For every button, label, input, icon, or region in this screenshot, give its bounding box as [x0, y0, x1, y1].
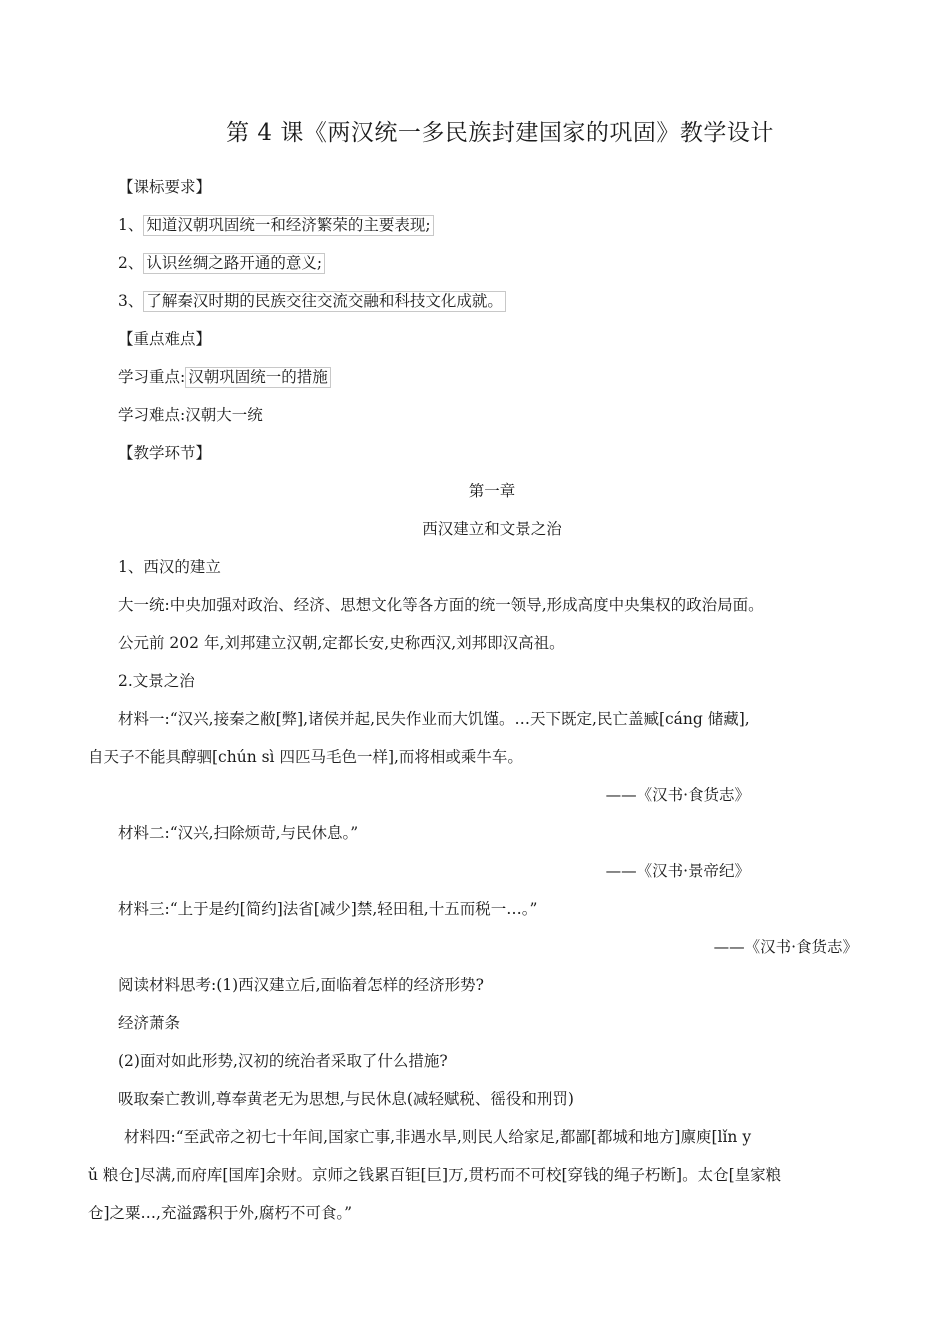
requirement-1-text: 知道汉朝巩固统一和经济繁荣的主要表现;	[143, 215, 433, 236]
requirement-2-text: 认识丝绸之路开通的意义;	[143, 253, 325, 274]
material-2-source: ——《汉书·景帝纪》	[605, 862, 750, 880]
requirement-1-number: 1、	[118, 216, 144, 234]
question-2: (2)面对如此形势,汉初的统治者采取了什么措施?	[118, 1052, 448, 1070]
learning-difficulty: 学习难点:汉朝大一统	[118, 406, 263, 424]
document-title: 第 4 课《两汉统一多民族封建国家的巩固》教学设计	[226, 120, 774, 146]
paragraph-202bc: 公元前 202 年,刘邦建立汉朝,定都长安,史称西汉,刘邦即汉高祖。	[118, 634, 565, 652]
material-4-line-2: ǔ 粮仓]尽满,而府库[国库]余财。京师之钱累百钜[巨]万,贯朽而不可校[穿钱的绳子朽断]。太仓[皇家粮	[88, 1166, 782, 1184]
learning-focus-text: 汉朝巩固统一的措施	[185, 367, 331, 388]
material-3-source: ——《汉书·食货志》	[713, 938, 858, 956]
material-1-line-2: 自天子不能具醇驷[chún sì 四匹马毛色一样],而将相或乘牛车。	[88, 748, 523, 766]
answer-2: 吸取秦亡教训,尊奉黄老无为思想,与民休息(减轻赋税、徭役和刑罚)	[118, 1090, 574, 1108]
material-2: 材料二:“汉兴,扫除烦苛,与民休息。”	[118, 824, 359, 842]
requirement-3	[118, 291, 506, 311]
requirement-3-text: 了解秦汉时期的民族交往交流交融和科技文化成就。	[143, 291, 506, 312]
chapter-heading: 第一章	[468, 482, 516, 500]
material-1-source: ——《汉书·食货志》	[605, 786, 750, 804]
subsection-2-heading: 2.文景之治	[118, 672, 195, 690]
section-heading-key-points: 【重点难点】	[118, 330, 212, 348]
question-1: 阅读材料思考:(1)西汉建立后,面临着怎样的经济形势?	[118, 976, 484, 994]
material-4-line-3: 仓]之粟…,充溢露积于外,腐朽不可食。”	[88, 1204, 353, 1222]
learning-focus-label: 学习重点:	[118, 368, 186, 386]
requirement-2	[118, 253, 325, 273]
requirement-2-number: 2、	[118, 254, 144, 272]
material-1-line-1: 材料一:“汉兴,接秦之敝[弊],诸侯并起,民失作业而大饥馑。…天下既定,民亡盖臧[cáng 储藏],	[118, 710, 750, 728]
material-4-line-1: 材料四:“至武帝之初七十年间,国家亡事,非遇水旱,则民人给家足,都鄙[都城和地方]廪庾[lǐn y	[124, 1128, 752, 1146]
section-heading-teaching: 【教学环节】	[118, 444, 212, 462]
answer-1: 经济萧条	[118, 1014, 181, 1032]
section-heading-curriculum: 【课标要求】	[118, 178, 212, 196]
paragraph-dayitong: 大一统:中央加强对政治、经济、思想文化等各方面的统一领导,形成高度中央集权的政治局面。	[118, 596, 764, 614]
chapter-subheading: 西汉建立和文景之治	[422, 520, 562, 538]
requirement-1	[118, 215, 434, 235]
subsection-1-heading: 1、西汉的建立	[118, 558, 221, 576]
material-3: 材料三:“上于是约[简约]法省[减少]禁,轻田租,十五而税一…。”	[118, 900, 538, 918]
requirement-3-number: 3、	[118, 292, 144, 310]
learning-focus	[118, 367, 331, 387]
